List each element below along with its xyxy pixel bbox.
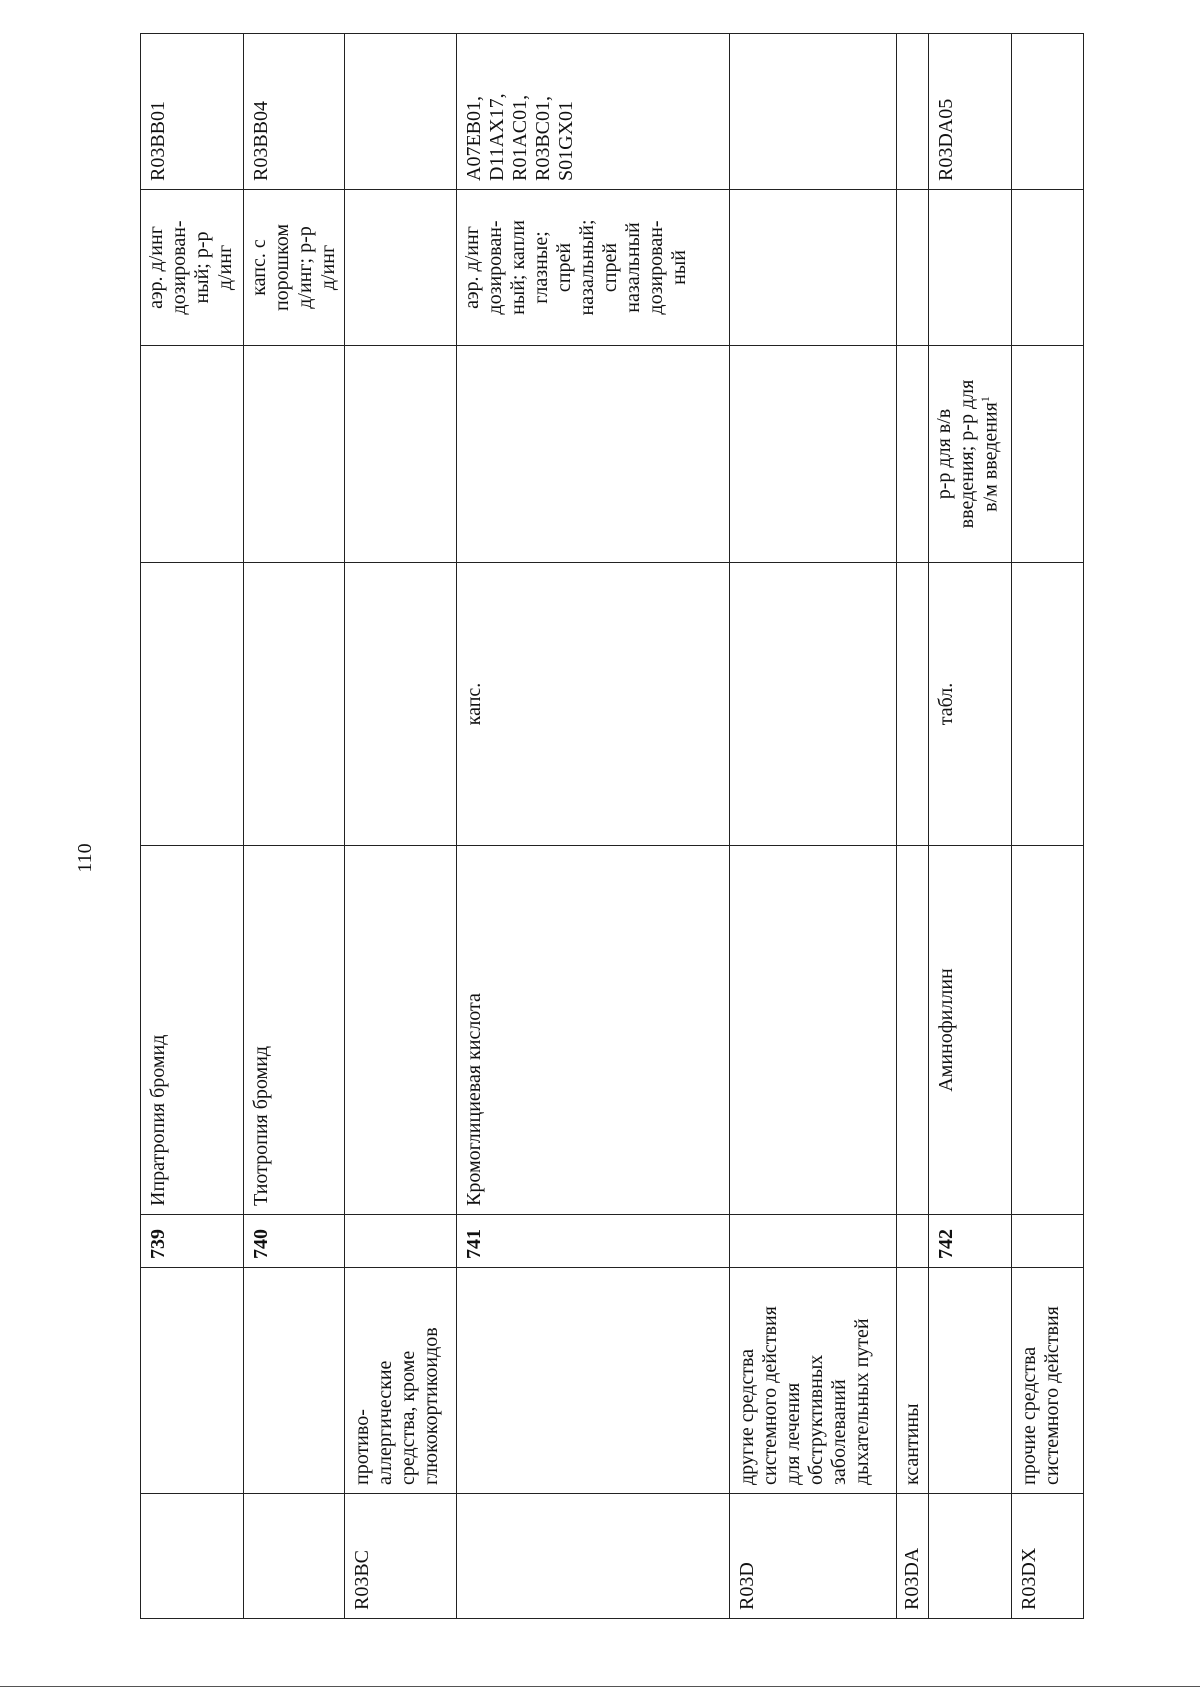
cell-atc [457, 34, 730, 190]
form-line: дозирован- [484, 220, 506, 315]
cell-form-other [1012, 190, 1084, 346]
cell-drug-name [730, 846, 897, 1215]
table-row [1012, 34, 1084, 1619]
form-line: д/инг [214, 244, 236, 291]
cell-code [141, 1494, 244, 1619]
footnote-marker: 1 [978, 396, 992, 403]
cell-form-other [730, 190, 897, 346]
cell-form-other [457, 190, 730, 346]
cell-code [457, 1494, 730, 1619]
group-line: прочие средства [1018, 1346, 1040, 1485]
form-line: д/инг; р-р [294, 226, 316, 309]
cell-form-other [345, 190, 457, 346]
cell-drug-name: Аминофиллин [929, 846, 1012, 1215]
form-line [979, 354, 1003, 554]
cell-form-oral: табл. [929, 563, 1012, 846]
atc-code: R01AC01, [509, 94, 531, 181]
form-line: порошком [271, 223, 293, 312]
atc-code: D11AX17, [486, 93, 508, 181]
form-line: глазные; [530, 231, 552, 304]
form-line: ный; капли [507, 220, 529, 315]
cell-drug-name [1012, 846, 1084, 1215]
cell-drug-name [897, 846, 929, 1215]
cell-form-injection [897, 346, 929, 563]
form-line-text: в/м введения [979, 402, 1002, 512]
cell-group [141, 1268, 244, 1494]
atc-code: R03BB01 [147, 100, 169, 181]
form-line: спрей [553, 242, 575, 293]
cell-drug-name: Кромоглициевая кислота [457, 846, 730, 1215]
table-row [730, 34, 897, 1619]
cell-code: R03BC [345, 1494, 457, 1619]
atc-code: R03BB04 [250, 100, 272, 181]
cell-form-other [897, 190, 929, 346]
cell-code [929, 1494, 1012, 1619]
cell-code: R03DA [897, 1494, 929, 1619]
form-line: ный [668, 250, 690, 285]
cell-number: 739 [141, 1215, 244, 1268]
table-body [141, 34, 1084, 1619]
table-row [345, 34, 457, 1619]
cell-group [897, 1268, 929, 1494]
cell-group [345, 1268, 457, 1494]
cell-number: 742 [929, 1215, 1012, 1268]
form-line: введения; р-р для [956, 379, 978, 529]
cell-form-injection [929, 346, 1012, 563]
cell-form-other [929, 190, 1012, 346]
cell-code: R03D [730, 1494, 897, 1619]
cell-form-oral [897, 563, 929, 846]
cell-group [1012, 1268, 1084, 1494]
group-line: ксантины [901, 1403, 923, 1485]
form-line: дозирован- [168, 220, 190, 315]
cell-group [244, 1268, 345, 1494]
cell-form-oral: капс. [457, 563, 730, 846]
cell-number [897, 1215, 929, 1268]
cell-drug-name: Ипратропия бромид [141, 846, 244, 1215]
cell-atc [1012, 34, 1084, 190]
cell-form-oral [244, 563, 345, 846]
cell-code: R03DX [1012, 1494, 1084, 1619]
cell-number [345, 1215, 457, 1268]
atc-code: R03DA05 [935, 98, 957, 181]
group-line: противо- [351, 1409, 373, 1485]
group-line: системного действия [759, 1306, 781, 1485]
table-row [141, 34, 244, 1619]
form-line: капс. с [248, 239, 270, 296]
cell-number [1012, 1215, 1084, 1268]
group-line: дыхательных путей [851, 1318, 873, 1485]
cell-group [457, 1268, 730, 1494]
cell-drug-name: Тиотропия бромид [244, 846, 345, 1215]
group-line: средства, кроме [397, 1350, 419, 1485]
cell-atc [897, 34, 929, 190]
cell-form-other [244, 190, 345, 346]
form-line: назальный [622, 222, 644, 313]
cell-atc [141, 34, 244, 190]
bottom-rule [0, 1686, 1200, 1687]
form-line: дозирован- [645, 220, 667, 315]
cell-form-oral [730, 563, 897, 846]
cell-drug-name [345, 846, 457, 1215]
group-line: другие средства [736, 1348, 758, 1485]
cell-atc [244, 34, 345, 190]
cell-form-oral [345, 563, 457, 846]
cell-form-injection [244, 346, 345, 563]
group-line: заболеваний [828, 1379, 850, 1485]
page-number: 110 [74, 843, 96, 873]
cell-group [730, 1268, 897, 1494]
table-row [457, 34, 730, 1619]
table-row [244, 34, 345, 1619]
cell-atc [345, 34, 457, 190]
atc-code: A07EB01, [463, 96, 485, 181]
form-line: спрей [599, 242, 621, 293]
cell-form-oral [1012, 563, 1084, 846]
cell-number [730, 1215, 897, 1268]
cell-form-injection [345, 346, 457, 563]
rotated-table-container [140, 34, 1079, 1619]
form-line: аэр. д/инг [145, 226, 167, 309]
group-line: для лечения [782, 1382, 804, 1485]
cell-number: 741 [457, 1215, 730, 1268]
form-line: назальный; [576, 219, 598, 316]
table-row [929, 34, 1012, 1619]
atc-code: R03BC01, [532, 95, 554, 181]
cell-number: 740 [244, 1215, 345, 1268]
atc-code: S01GX01 [555, 100, 577, 181]
group-line: глюкокортикоидов [420, 1327, 442, 1485]
group-line: системного действия [1041, 1306, 1063, 1485]
cell-form-oral [141, 563, 244, 846]
group-line: обструктивных [805, 1354, 827, 1485]
cell-form-other [141, 190, 244, 346]
form-line: ный; р-р [191, 231, 213, 304]
cell-group [929, 1268, 1012, 1494]
cell-code [244, 1494, 345, 1619]
cell-atc [929, 34, 1012, 190]
group-line: аллергические [374, 1360, 396, 1485]
cell-form-injection [141, 346, 244, 563]
form-line: р-р для в/в [933, 408, 955, 500]
cell-atc [730, 34, 897, 190]
cell-form-injection [1012, 346, 1084, 563]
cell-form-injection [457, 346, 730, 563]
form-line: аэр. д/инг [461, 226, 483, 309]
table-row [897, 34, 929, 1619]
drug-table [140, 33, 1084, 1619]
form-line: д/инг [317, 244, 339, 291]
cell-form-injection [730, 346, 897, 563]
